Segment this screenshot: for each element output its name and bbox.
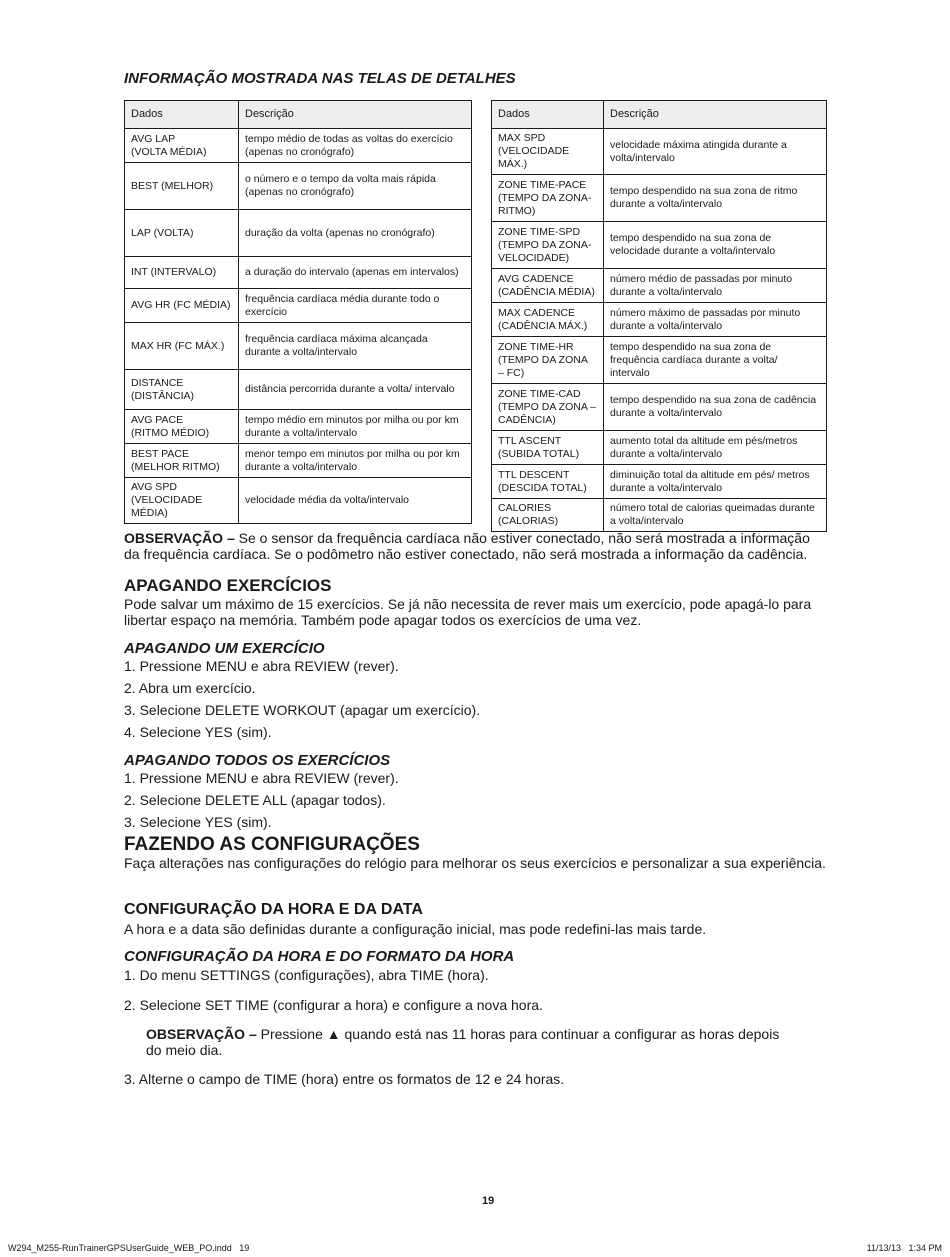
page-number: 19 [482,1195,495,1207]
cell-data: BEST (MELHOR) [125,163,239,210]
time-note-text: Pressione ▲ quando está nas 11 horas para continuar a configurar as horas depois do meio dia. [146,1026,780,1058]
cell-data: MAX HR (FC MÁX.) [125,323,239,370]
cell-data: ZONE TIME-CAD (TEMPO DA ZONA – CADÊNCIA) [492,384,604,431]
cell-data: TTL ASCENT (SUBIDA TOTAL) [492,431,604,465]
cell-description: número médio de passadas por minuto durante a volta/intervalo [604,269,827,303]
cell-description: velocidade máxima atingida durante a volta/intervalo [604,129,827,175]
time-format-step-3: 3. Alterne o campo de TIME (hora) entre os formatos de 12 e 24 horas. [124,1071,565,1087]
cell-description: frequência cardíaca média durante todo o exercício [239,289,472,323]
table-row [492,499,827,532]
cell-data: TTL DESCENT (DESCIDA TOTAL) [492,465,604,499]
table-header-row [125,101,472,129]
delete-all-step: 3. Selecione YES (sim). [124,814,272,830]
cell-data: ZONE TIME-HR (TEMPO DA ZONA – FC) [492,337,604,384]
table-header-row [492,101,827,129]
observation-text: Se o sensor da frequência cardíaca não estiver conectado, não será mostrada a informação da frequência cardíaca. Se o podômetro não estiver conectado, não será mostrada a informação da cadência. [124,530,810,562]
cell-description: número total de calorias queimadas durante a volta/intervalo [604,499,827,532]
table-row [492,465,827,499]
details-table-left [124,100,472,524]
delete-one-step: 3. Selecione DELETE WORKOUT (apagar um exercício). [124,702,481,718]
table-row [125,370,472,410]
cell-data: CALORIES (CALORIAS) [492,499,604,532]
cell-description: a duração do intervalo (apenas em intervalos) [239,257,472,289]
table-row [125,444,472,478]
table-row [125,129,472,163]
table-row [492,222,827,269]
settings-section-title: FAZENDO AS CONFIGURAÇÕES [124,834,420,855]
cell-description: duração da volta (apenas no cronógrafo) [239,210,472,257]
cell-data: MAX SPD (VELOCIDADE MÁX.) [492,129,604,175]
table-row [125,163,472,210]
cell-description: tempo despendido na sua zona de cadência durante a volta/intervalo [604,384,827,431]
cell-data: BEST PACE (MELHOR RITMO) [125,444,239,478]
cell-description: tempo médio de todas as voltas do exercício (apenas no cronógrafo) [239,129,472,163]
column-header-description: Descrição [604,101,827,129]
observation-note [124,530,829,562]
delete-one-step: 1. Pressione MENU e abra REVIEW (rever). [124,658,399,674]
table-row [125,478,472,524]
cell-data: ZONE TIME-PACE (TEMPO DA ZONA- RITMO) [492,175,604,222]
footer-file-name: W294_M255-RunTrainerGPSUserGuide_WEB_PO.indd 19 [8,1243,250,1253]
cell-data: AVG LAP (VOLTA MÉDIA) [125,129,239,163]
cell-description: tempo médio em minutos por milha ou por km durante a volta/intervalo [239,410,472,444]
table-row [492,175,827,222]
table-row [125,410,472,444]
table-row [125,323,472,370]
cell-description: aumento total da altitude em pés/metros durante a volta/intervalo [604,431,827,465]
column-header-data: Dados [492,101,604,129]
delete-one-step: 2. Abra um exercício. [124,680,256,696]
cell-description: distância percorrida durante a volta/ intervalo [239,370,472,410]
time-date-intro: A hora e a data são definidas durante a configuração inicial, mas pode redefini-las mais tarde. [124,921,707,937]
cell-data: ZONE TIME-SPD (TEMPO DA ZONA- VELOCIDADE) [492,222,604,269]
table-row [492,431,827,465]
cell-data: AVG HR (FC MÉDIA) [125,289,239,323]
time-format-title: CONFIGURAÇÃO DA HORA E DO FORMATO DA HORA [124,948,515,965]
table-row [492,269,827,303]
delete-all-step: 2. Selecione DELETE ALL (apagar todos). [124,792,386,808]
column-header-description: Descrição [239,101,472,129]
footer-timestamp: 11/13/13 1:34 PM [866,1243,942,1253]
details-section-title: INFORMAÇÃO MOSTRADA NAS TELAS DE DETALHES [124,70,516,87]
cell-description: diminuição total da altitude em pés/ metros durante a volta/intervalo [604,465,827,499]
time-note-label: OBSERVAÇÃO – [146,1026,257,1042]
table-row [125,289,472,323]
cell-description: o número e o tempo da volta mais rápida (apenas no cronógrafo) [239,163,472,210]
cell-description: frequência cardíaca máxima alcançada durante a volta/intervalo [239,323,472,370]
details-table-right [491,100,827,532]
cell-data: AVG PACE (RITMO MÉDIO) [125,410,239,444]
cell-description: tempo despendido na sua zona de ritmo durante a volta/intervalo [604,175,827,222]
table-row [492,384,827,431]
cell-data: AVG CADENCE (CADÊNCIA MÉDIA) [492,269,604,303]
delete-one-step: 4. Selecione YES (sim). [124,724,272,740]
time-format-step-1: 1. Do menu SETTINGS (configurações), abra TIME (hora). [124,967,489,983]
table-row [492,129,827,175]
cell-description: menor tempo em minutos por milha ou por km durante a volta/intervalo [239,444,472,478]
cell-description: tempo despendido na sua zona de velocidade durante a volta/intervalo [604,222,827,269]
table-row [125,210,472,257]
observation-label: OBSERVAÇÃO – [124,530,235,546]
cell-data: AVG SPD (VELOCIDADE MÉDIA) [125,478,239,524]
delete-all-step: 1. Pressione MENU e abra REVIEW (rever). [124,770,399,786]
delete-all-title: APAGANDO TODOS OS EXERCÍCIOS [124,752,391,769]
column-header-data: Dados [125,101,239,129]
settings-intro: Faça alterações nas configurações do relógio para melhorar os seus exercícios e personalizar a sua experiência. [124,855,826,871]
time-format-step-2: 2. Selecione SET TIME (configurar a hora) e configure a nova hora. [124,997,543,1013]
cell-data: MAX CADENCE (CADÊNCIA MÁX.) [492,303,604,337]
cell-data: INT (INTERVALO) [125,257,239,289]
table-row [125,257,472,289]
time-date-title: CONFIGURAÇÃO DA HORA E DA DATA [124,901,423,918]
time-format-note [146,1026,796,1058]
cell-data: DISTANCE (DISTÂNCIA) [125,370,239,410]
cell-data: LAP (VOLTA) [125,210,239,257]
deleting-section-title: APAGANDO EXERCÍCIOS [124,576,332,595]
cell-description: velocidade média da volta/intervalo [239,478,472,524]
table-row [492,337,827,384]
deleting-intro: Pode salvar um máximo de 15 exercícios. Se já não necessita de rever mais um exercício, pode apagá-lo para libertar espaço na memória. Também pode apagar todos os exercícios de uma vez. [124,596,812,628]
cell-description: tempo despendido na sua zona de frequência cardíaca durante a volta/ intervalo [604,337,827,384]
table-row [492,303,827,337]
cell-description: número máximo de passadas por minuto durante a volta/intervalo [604,303,827,337]
delete-one-title: APAGANDO UM EXERCÍCIO [124,640,325,657]
